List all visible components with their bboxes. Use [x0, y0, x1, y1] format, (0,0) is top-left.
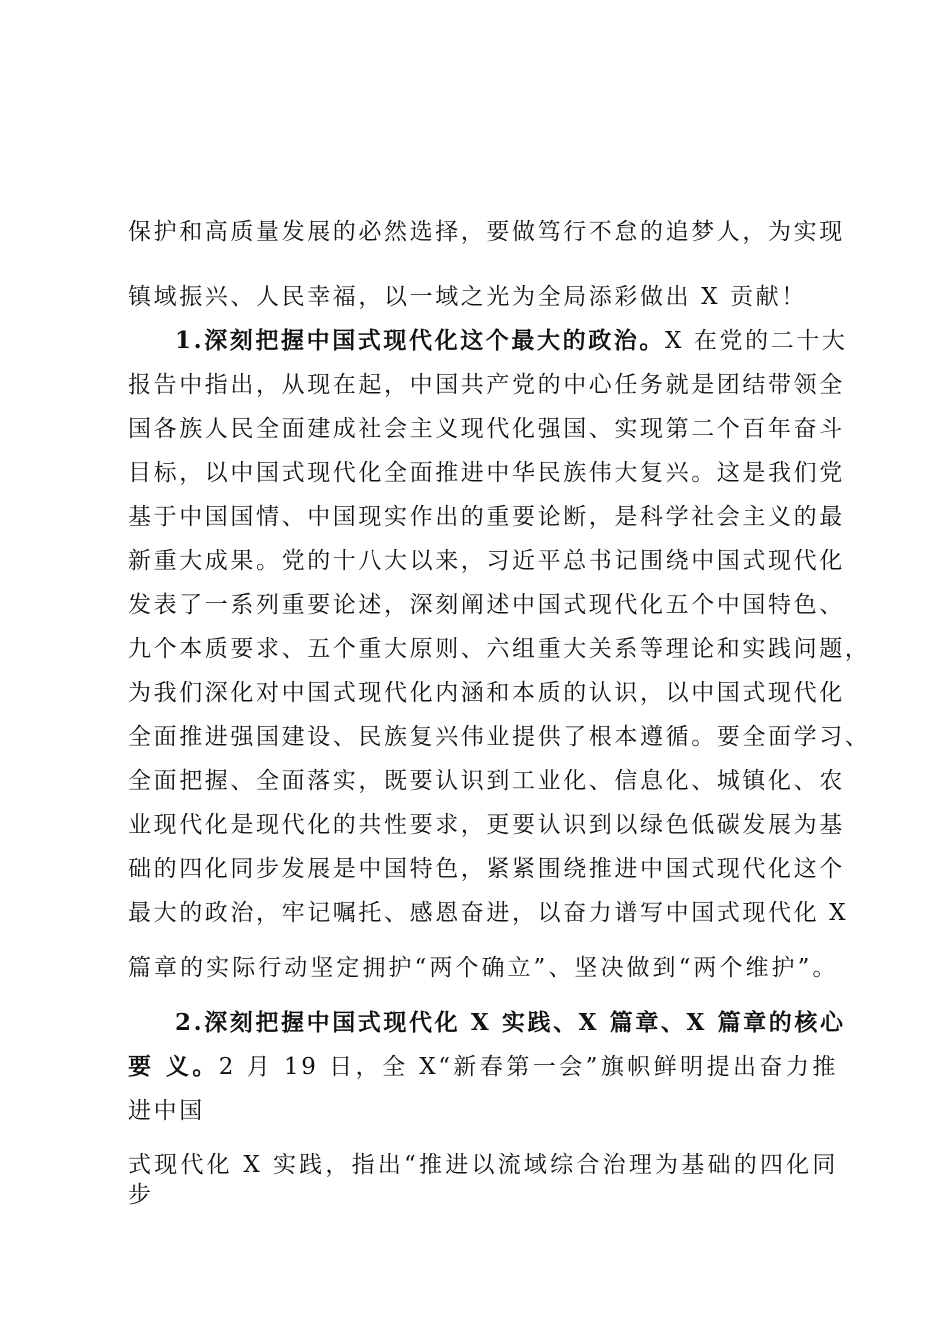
section-1-line: 国各族人民全面建成社会主义现代化强国、实现第二个百年奋斗: [128, 416, 845, 442]
intro-line-2: 镇域振兴、人民幸福，以一域之光为全局添彩做出 X 贡献！: [128, 284, 807, 310]
section-1-line: 础的四化同步发展是中国特色，紧紧围绕推进中国式现代化这个: [128, 856, 845, 882]
section-2-heading-line-2: 要 义。: [128, 1053, 219, 1080]
section-1-first-line: [175, 326, 848, 356]
section-1-line: 发表了一系列重要论述，深刻阐述中国式现代化五个中国特色、: [128, 592, 845, 618]
section-2-second-line: [128, 1052, 838, 1082]
section-1-line: 基于中国国情、中国现实作出的重要论断，是科学社会主义的最: [128, 504, 845, 530]
section-2-heading-line-1: 2.深刻把握中国式现代化 X 实践、X 篇章、X 篇章的核心: [175, 1009, 846, 1036]
section-1-line: 为我们深化对中国式现代化内涵和本质的认识，以中国式现代化: [128, 680, 845, 706]
section-2-line-4: 式现代化 X 实践，指出“推进以流域综合治理为基础的四化同: [128, 1152, 838, 1178]
section-1-heading: 1.深刻把握中国式现代化这个最大的政治。: [175, 327, 666, 354]
section-1-line: 新重大成果。党的十八大以来，习近平总书记围绕中国式现代化: [128, 548, 845, 574]
section-1-line: 报告中指出，从现在起，中国共产党的中心任务就是团结带领全: [128, 372, 845, 398]
section-2-line-5: 步: [128, 1182, 154, 1208]
section-1-line: 最大的政治，牢记嘱托、感恩奋进，以奋力谱写中国式现代化 X: [128, 900, 849, 926]
section-1-line: 全面推进强国建设、民族复兴伟业提供了根本遵循。要全面学习、: [128, 724, 871, 750]
section-1-line: 全面把握、全面落实，既要认识到工业化、信息化、城镇化、农: [128, 768, 845, 794]
section-1-line: 篇章的实际行动坚定拥护“两个确立”、坚决做到“两个维护”。: [128, 955, 838, 981]
section-1-line: 业现代化是现代化的共性要求，更要认识到以绿色低碳发展为基: [128, 812, 845, 838]
intro-line-1: 保护和高质量发展的必然选择，要做笃行不怠的追梦人，为实现: [128, 219, 845, 245]
section-1-first-line-text: X 在党的二十大: [665, 328, 848, 354]
section-1-line: 九个本质要求、五个重大原则、六组重大关系等理论和实践问题，: [128, 636, 871, 662]
section-2-line-3: 进中国: [128, 1098, 205, 1124]
section-1-line: 目标，以中国式现代化全面推进中华民族伟大复兴。这是我们党: [128, 460, 845, 486]
section-2-second-line-text: 2 月 19 日，全 X“新春第一会”旗帜鲜明提出奋力推: [218, 1054, 838, 1080]
